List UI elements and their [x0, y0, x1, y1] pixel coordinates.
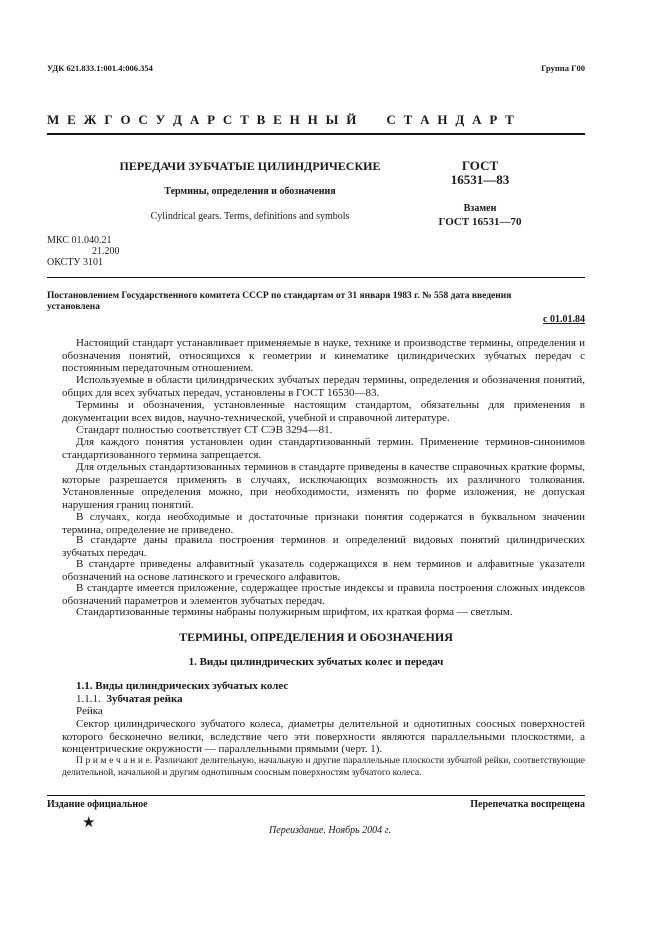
replaces-number: ГОСТ 16531—70: [438, 216, 522, 228]
intro-paragraph: Используемые в области цилиндрических зубчатых передач термины, определения и обозначения понятий, общих для всех зубчатых передач, установлены в ГОСТ 16530—83.: [62, 374, 585, 399]
decree-line-2: установлена: [47, 302, 100, 312]
classifier-rule: [47, 277, 585, 278]
okstu-code: ОКСТУ 3101: [47, 257, 104, 268]
mks-code: МКС 01.040.21: [47, 235, 112, 246]
intro-paragraph: Стандарт полностью соответствует СТ СЭВ 3294—81.: [76, 424, 333, 436]
document-title: ПЕРЕДАЧИ ЗУБЧАТЫЕ ЦИЛИНДРИЧЕСКИЕ: [119, 159, 381, 173]
term-number: 1.1.1.: [76, 693, 101, 705]
note-label: П р и м е ч а н и е.: [76, 756, 153, 766]
note-text: Различают делительную, начальную и другие параллельные плоскости зубчатой рейки, соответствующие делительной, начальной и другим однотипным соосным поверхностям зубчатого колеса.: [62, 756, 585, 778]
intro-paragraph: Стандартизованные термины набраны полужирным шрифтом, их краткая форма — светлым.: [76, 606, 513, 618]
term-definition: Сектор цилиндрического зубчатого колеса, диаметры делительной и однотипных соосных поверхностей которого бесконечно велики, вследствие чего эти поверхности являются параллельными плоскостями, а концентрические окружности — параллельными прямыми (черт. 1).: [62, 718, 585, 755]
document-subtitle: Термины, определения и обозначения: [164, 186, 336, 197]
footer-rule: [47, 795, 585, 796]
group-code: Группа Г00: [541, 63, 585, 73]
intro-paragraph: В стандарте имеется приложение, содержащее простые индексы и правила построения сложных индексов обозначений параметров и элементов зубчатых передач.: [62, 582, 585, 607]
decree-line-1: Постановлением Государственного комитета СССР по стандартам от 31 января 1983 г. № 558 дата введения: [47, 291, 512, 301]
star-icon: ★: [82, 815, 96, 831]
mks-code-2: 21.200: [92, 246, 120, 257]
udk-code: УДК 621.833.1:001.4:006.354: [47, 63, 153, 73]
subsection-heading: 1. Виды цилиндрических зубчатых колес и передач: [188, 656, 444, 668]
intro-paragraph: Для отдельных стандартизованных терминов в стандарте приведены в качестве справочных краткие формы, которые разрешается применять в случаях, исключающих возможность их различного толкования. Установленные определения можно, при необходимости, изменять по форме изложения, не допуская нарушения границ понятий.: [62, 461, 585, 511]
intro-paragraph: Настоящий стандарт устанавливает применяемые в науке, технике и производстве термины, определения и обозначения понятий, относящихся к геометрии и кинематике цилиндрических зубчатых передач с постоянным передаточным отношением.: [62, 337, 585, 374]
term-short-form: Рейка: [76, 705, 103, 717]
intro-paragraph: В стандарте даны правила построения терминов и определений видовых понятий цилиндрических зубчатых передач.: [62, 534, 585, 559]
term-name: Зубчатая рейка: [106, 693, 183, 705]
gost-number: 16531—83: [450, 172, 510, 187]
intro-paragraph: Термины и обозначения, установленные настоящим стандартом, обязательны для применения в документации всех видов, научно-технической, учебной и справочной литературе.: [62, 399, 585, 424]
term-heading-1-1: 1.1. Виды цилиндрических зубчатых колес: [76, 680, 289, 692]
effective-date: с 01.01.84: [543, 314, 585, 325]
note: [62, 755, 585, 779]
gost-label: ГОСТ: [461, 158, 499, 173]
term-1-1-1: [76, 693, 183, 706]
official-edition: Издание официальное: [47, 799, 148, 810]
banner-rule: [47, 133, 585, 135]
section-heading: ТЕРМИНЫ, ОПРЕДЕЛЕНИЯ И ОБОЗНАЧЕНИЯ: [179, 630, 453, 644]
reissue-note: Переиздание. Ноябрь 2004 г.: [269, 825, 391, 836]
intro-paragraph: В случаях, когда необходимые и достаточные признаки понятия содержатся в буквальном значении термина, определение не приведено.: [62, 511, 585, 536]
standard-banner: М Е Ж Г О С У Д А Р С Т В Е Н Н Ы Й С Т А Н Д А Р Т: [47, 112, 517, 127]
intro-paragraph: В стандарте приведены алфавитный указатель содержащихся в нем терминов и алфавитные указатели обозначений на основе латинского и греческого алфавитов.: [62, 558, 585, 583]
intro-paragraph: Для каждого понятия установлен один стандартизованный термин. Применение терминов-синонимов стандартизованного термина запрещается.: [62, 436, 585, 461]
reprint-prohibited: Перепечатка воспрещена: [470, 799, 585, 810]
replaces-label: Взамен: [463, 203, 497, 214]
english-title: Cylindrical gears. Terms, definitions and symbols: [150, 211, 350, 222]
